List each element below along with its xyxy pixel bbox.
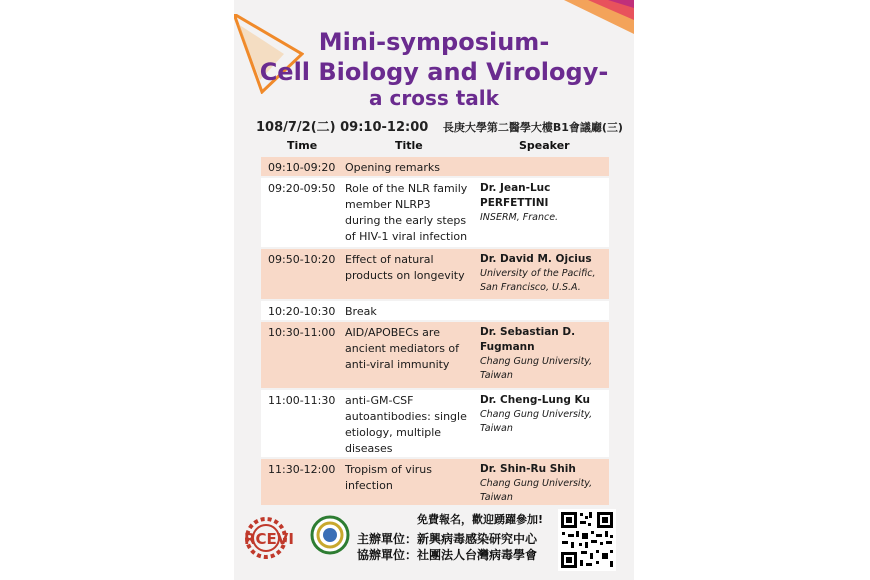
rcevi-logo bbox=[242, 514, 304, 568]
row-title: Tropism of virus infection bbox=[345, 463, 432, 492]
row-time: 09:20-09:50 bbox=[268, 182, 336, 195]
speaker-affiliation: University of the Pacific, San Francisco, U.S.A. bbox=[480, 268, 596, 293]
row-time: 09:10-09:20 bbox=[268, 161, 336, 174]
row-speaker bbox=[480, 252, 608, 295]
speaker-affiliation: Chang Gung University, Taiwan bbox=[480, 356, 593, 381]
free-registration-text: 免費報名，歡迎踴躍參加! bbox=[417, 513, 544, 526]
title-line-2: Cell Biology and Virology- bbox=[259, 58, 609, 86]
table-row bbox=[261, 249, 609, 301]
speaker-name: Dr. David M. Ojcius bbox=[480, 253, 592, 265]
event-venue: 長庚大學第二醫學大樓B1會議廳(三) bbox=[442, 121, 623, 134]
title-line-3: a cross talk bbox=[369, 86, 499, 110]
co-organizer-text: 協辦單位：社團法人台灣病毒學會 bbox=[357, 548, 538, 562]
speaker-name: Dr. Cheng-Lung Ku bbox=[480, 394, 590, 406]
schedule-table bbox=[261, 157, 609, 507]
speaker-name: Dr. Sebastian D. Fugmann bbox=[480, 326, 576, 353]
rcevi-logo-text: RCEVI bbox=[244, 530, 294, 548]
row-title: Opening remarks bbox=[345, 161, 441, 174]
row-time: 10:30-11:00 bbox=[268, 326, 336, 339]
row-speaker bbox=[480, 181, 608, 225]
row-title: Break bbox=[345, 305, 377, 318]
event-info bbox=[256, 116, 623, 135]
table-row bbox=[261, 459, 609, 507]
speaker-name: Dr. Shin-Ru Shih bbox=[480, 463, 576, 475]
title-line-1: Mini-symposium- bbox=[318, 28, 550, 56]
speaker-affiliation: Chang Gung University, Taiwan bbox=[480, 409, 593, 434]
speaker-affiliation: Chang Gung University, Taiwan bbox=[480, 478, 593, 503]
row-speaker bbox=[480, 462, 608, 505]
row-speaker bbox=[480, 393, 608, 436]
row-title: AID/APOBECs are ancient mediators of anti-viral immunity bbox=[345, 326, 460, 371]
table-row bbox=[261, 390, 609, 459]
table-row bbox=[261, 178, 609, 249]
table-row bbox=[261, 157, 609, 178]
table-row bbox=[261, 322, 609, 390]
poster bbox=[234, 0, 634, 580]
footer bbox=[234, 507, 634, 580]
row-time: 10:20-10:30 bbox=[268, 305, 336, 318]
society-seal-logo bbox=[310, 515, 350, 559]
organizer-text: 主辦單位：新興病毒感染研究中心 bbox=[357, 532, 538, 546]
row-time: 11:30-12:00 bbox=[268, 463, 336, 476]
header-title: Title bbox=[395, 139, 423, 152]
row-title: Role of the NLR family member NLRP3 during the early steps of HIV-1 viral infection bbox=[345, 182, 468, 243]
row-time: 11:00-11:30 bbox=[268, 394, 336, 407]
row-title: anti-GM-CSF autoantibodies: single etiology, multiple diseases bbox=[345, 394, 467, 455]
row-speaker bbox=[480, 325, 608, 383]
header-time: Time bbox=[287, 139, 318, 152]
qr-code[interactable] bbox=[558, 509, 616, 575]
speaker-name: Dr. Jean-Luc PERFETTINI bbox=[480, 182, 551, 209]
row-time: 09:50-10:20 bbox=[268, 253, 336, 266]
event-date-time: 108/7/2(二) 09:10-12:00 bbox=[256, 120, 429, 135]
speaker-affiliation: INSERM, France. bbox=[480, 212, 559, 223]
row-title: Effect of natural products on longevity bbox=[345, 253, 465, 282]
header-speaker: Speaker bbox=[519, 139, 570, 152]
table-row bbox=[261, 301, 609, 322]
